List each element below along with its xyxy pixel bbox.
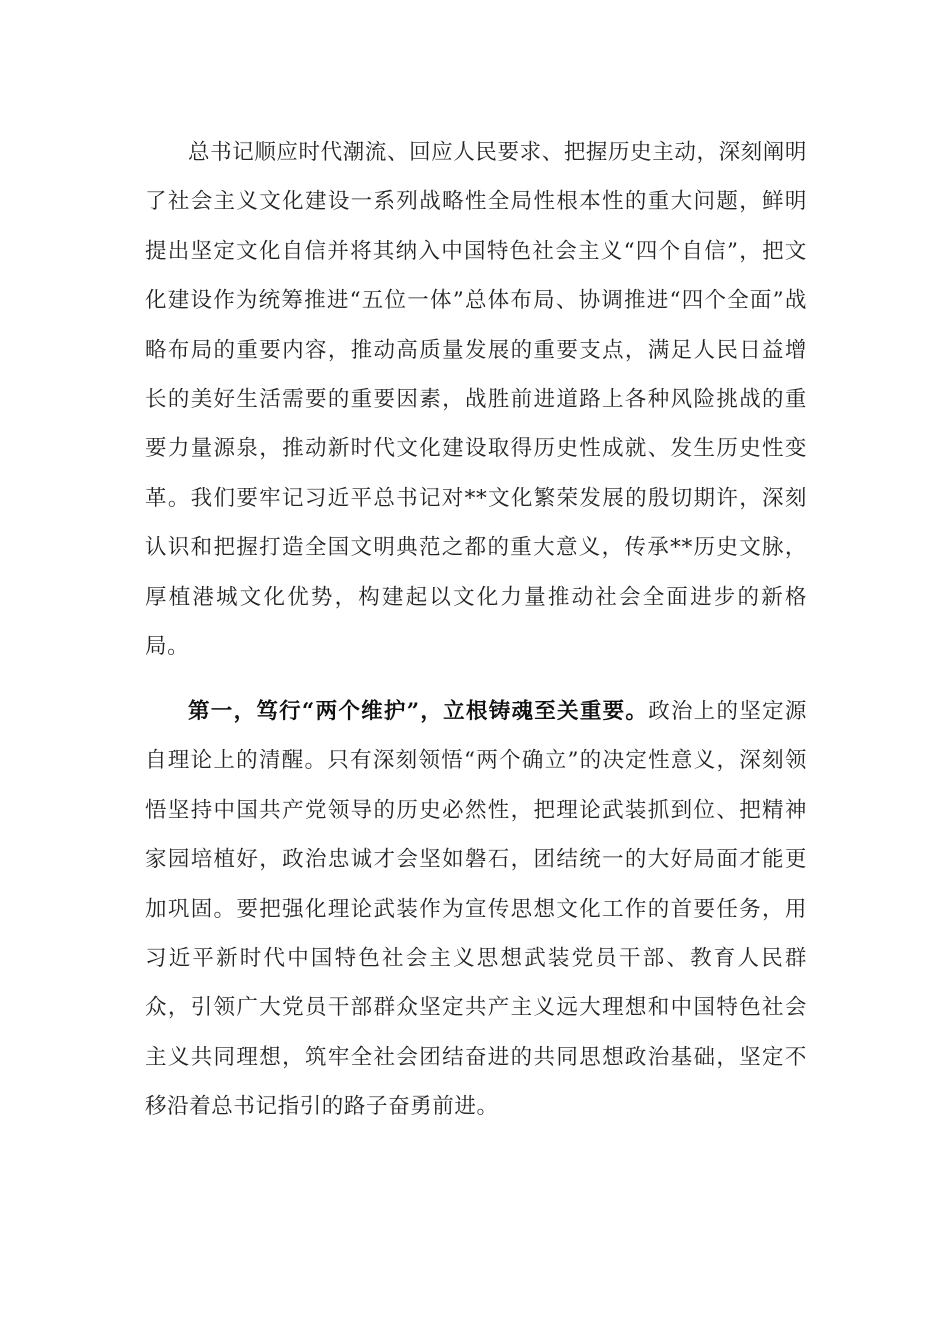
paragraph-2-body: 政治上的坚定源自理论上的清醒。只有深刻领悟“两个确立”的决定性意义，深刻领悟坚持中国共产党领导的历史必然性，把理论武装抓到位、把精神家园培植好，政治忠诚才会坚如磐石，团结统一的大好局面才能更加巩固。要把强化理论武装作为宣传思想文化工作的首要任务，用习近平新时代中国特色社会主义思想武装党员干部、教育人民群众，引领广大党员干部群众坚定共产主义远大理想和中国特色社会主义共同理想，筑牢全社会团结奋进的共同思想政治基础，坚定不移沿着总书记指引的路子奋勇前进。	[145, 699, 807, 1120]
paragraph-2-lead-heading: 第一，笃行“两个维护”，立根铸魂至关重要。	[188, 699, 649, 724]
body-paragraph-1: 总书记顺应时代潮流、回应人民要求、把握历史主动，深刻阐明了社会主义文化建设一系列战略性全局性根本性的重大问题，鲜明提出坚定文化自信并将其纳入中国特色社会主义“四个自信”，把文化建设作为统筹推进“五位一体”总体布局、协调推进“四个全面”战略布局的重要内容，推动高质量发展的重要支点，满足人民日益增长的美好生活需要的重要因素，战胜前进道路上各种风险挑战的重要力量源泉，推动新时代文化建设取得历史性成就、发生历史性变革。我们要牢记习近平总书记对**文化繁荣发展的殷切期许，深刻认识和把握打造全国文明典范之都的重大意义，传承**历史文脉，厚植港城文化优势，构建起以文化力量推动社会全面进步的新格局。	[145, 140, 807, 660]
body-paragraph-2	[145, 687, 807, 1132]
